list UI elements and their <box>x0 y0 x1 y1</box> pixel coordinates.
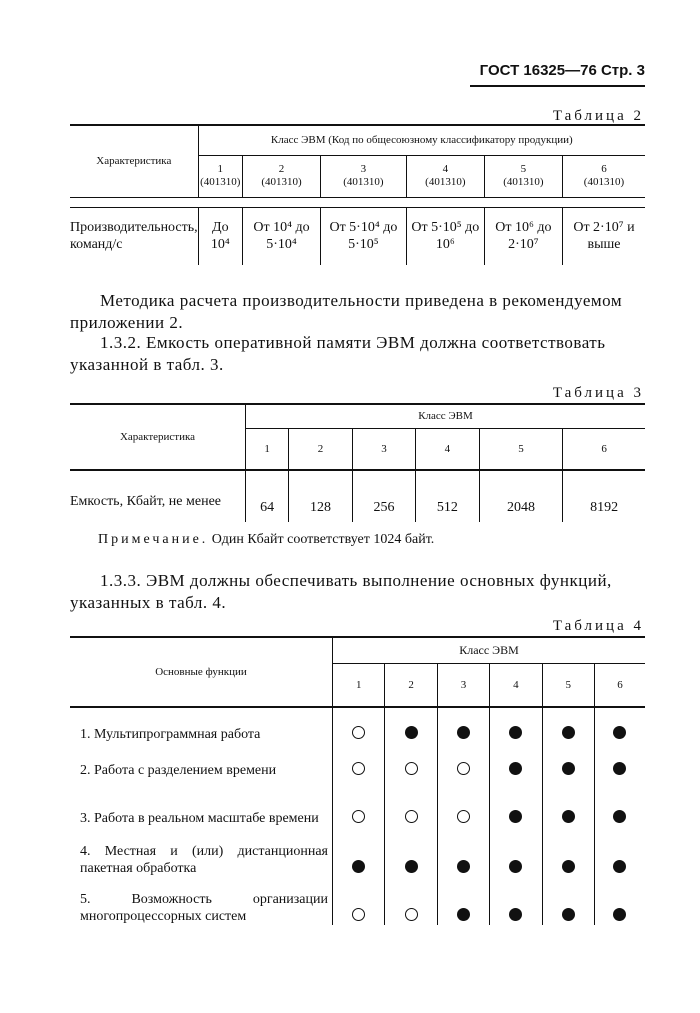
table3-value: 8192 <box>590 499 619 515</box>
table4-row <box>70 781 645 827</box>
table4-mark-cell <box>437 723 489 743</box>
table2-class-col-1 <box>198 155 242 197</box>
empty-circle-icon <box>352 908 365 921</box>
class-code: (401310) <box>583 176 625 188</box>
empty-circle-icon <box>405 762 418 775</box>
table-2 <box>70 124 645 265</box>
table3-value: 128 <box>289 470 352 522</box>
class-number: 4 <box>442 163 449 175</box>
table4-mark-cell <box>333 879 385 925</box>
table4-mark-cell <box>333 829 385 877</box>
filled-circle-icon <box>562 762 575 775</box>
table3-class-col-2: 2 <box>289 428 352 470</box>
function-label: 2. Работа с разделением времени <box>70 745 333 779</box>
table4-row <box>70 879 645 925</box>
table4-class-col-2: 2 <box>385 663 437 707</box>
table3-caption: Таблица 3 <box>552 385 644 401</box>
table2-value: До 10⁴ <box>198 207 242 265</box>
filled-circle-icon <box>613 908 626 921</box>
table2-value: От 5·10⁵ до 10⁶ <box>406 207 484 265</box>
filled-circle-icon <box>457 726 470 739</box>
class-code: (401310) <box>200 176 241 188</box>
empty-circle-icon <box>457 762 470 775</box>
filled-circle-icon <box>352 860 365 873</box>
table3-row-label: Емкость, Кбайт, не менее <box>70 470 246 522</box>
table4-mark-cell <box>385 879 437 925</box>
table4-class-col-6: 6 <box>594 663 645 707</box>
filled-circle-icon <box>457 908 470 921</box>
table2-value: От 10⁴ до 5·10⁴ <box>242 207 320 265</box>
table2-value: От 10⁶ до 2·10⁷ <box>484 207 562 265</box>
table4-mark-cell <box>385 723 437 743</box>
table2-row-label: Производительность, команд/с <box>70 207 198 265</box>
filled-circle-icon <box>613 762 626 775</box>
table3-char-header: Характеристика <box>70 404 246 470</box>
class-code: (401310) <box>261 176 302 188</box>
table4-mark-cell <box>333 781 385 827</box>
filled-circle-icon <box>509 908 522 921</box>
table4-mark-cell <box>490 745 542 779</box>
class-code: (401310) <box>503 176 544 188</box>
table4-mark-cell <box>542 781 594 827</box>
table4-mark-cell <box>385 745 437 779</box>
table4-mark-cell <box>542 723 594 743</box>
table4-mark-cell <box>490 781 542 827</box>
table2-class-col-6 <box>562 155 645 197</box>
table4-row <box>70 745 645 779</box>
note-text: Один Кбайт соответствует 1024 байт. <box>211 532 435 547</box>
filled-circle-icon <box>457 860 470 873</box>
page-header: ГОСТ 16325—76 Стр. 3 <box>470 62 645 87</box>
filled-circle-icon <box>613 726 626 739</box>
table-3 <box>70 403 645 522</box>
table4-mark-cell <box>333 745 385 779</box>
table4-class-col-3: 3 <box>437 663 489 707</box>
table4-mark-cell <box>385 829 437 877</box>
filled-circle-icon <box>562 860 575 873</box>
table4-class-col-1: 1 <box>333 663 385 707</box>
table2-char-header: Характеристика <box>70 125 198 197</box>
table3-class-col-5: 5 <box>479 428 563 470</box>
table4-row <box>70 829 645 877</box>
table3-class-col-4: 4 <box>416 428 479 470</box>
class-code: (401310) <box>425 176 466 188</box>
table4-class-col-4: 4 <box>490 663 542 707</box>
table3-class-col-6: 6 <box>563 428 645 470</box>
table2-class-col-3 <box>321 155 407 197</box>
table-4 <box>70 636 645 925</box>
table4-mark-cell <box>437 829 489 877</box>
filled-circle-icon <box>405 726 418 739</box>
table2-class-col-4 <box>406 155 484 197</box>
table4-mark-cell <box>542 879 594 925</box>
table4-mark-cell <box>385 781 437 827</box>
table2-caption: Таблица 2 <box>552 108 644 124</box>
filled-circle-icon <box>613 860 626 873</box>
filled-circle-icon <box>562 908 575 921</box>
table4-mark-cell <box>594 829 645 877</box>
table3-class-col-3: 3 <box>352 428 415 470</box>
table4-class-col-5: 5 <box>542 663 594 707</box>
table4-class-header: Класс ЭВМ <box>333 637 646 663</box>
table2-class-header: Класс ЭВМ (Код по общесоюзному классификатору продукции) <box>198 125 645 155</box>
table4-func-header: Основные функции <box>70 637 333 707</box>
paragraph-1: Методика расчета производительности приведена в рекомендуемом приложении 2. <box>70 291 623 332</box>
class-number: 6 <box>601 163 607 175</box>
empty-circle-icon <box>352 762 365 775</box>
filled-circle-icon <box>509 762 522 775</box>
note-label: Примечание. <box>98 532 209 547</box>
empty-circle-icon <box>405 908 418 921</box>
table4-mark-cell <box>437 745 489 779</box>
table4-mark-cell <box>490 879 542 925</box>
table2-value: От 5·10⁴ до 5·10⁵ <box>321 207 407 265</box>
class-number: 3 <box>360 163 367 175</box>
function-label: 1. Мультипрограммная работа <box>70 723 333 743</box>
table4-mark-cell <box>333 723 385 743</box>
empty-circle-icon <box>457 810 470 823</box>
empty-circle-icon <box>352 726 365 739</box>
table3-class-header: Класс ЭВМ <box>246 404 646 428</box>
table2-value: От 2·10⁷ и выше <box>573 220 635 253</box>
table2-class-col-2 <box>242 155 320 197</box>
paragraph-2: 1.3.2. Емкость оперативной памяти ЭВМ должна соответствовать указанной в табл. 3. <box>70 333 606 374</box>
table4-mark-cell <box>594 781 645 827</box>
empty-circle-icon <box>352 810 365 823</box>
table4-row <box>70 723 645 743</box>
filled-circle-icon <box>405 860 418 873</box>
filled-circle-icon <box>509 810 522 823</box>
class-number: 5 <box>520 163 527 175</box>
filled-circle-icon <box>562 810 575 823</box>
filled-circle-icon <box>509 860 522 873</box>
table3-class-col-1: 1 <box>246 428 289 470</box>
table3-note <box>98 532 434 548</box>
filled-circle-icon <box>509 726 522 739</box>
table4-mark-cell <box>542 829 594 877</box>
table4-mark-cell <box>594 723 645 743</box>
table4-mark-cell <box>437 781 489 827</box>
function-label: 5. Возможность организации многопроцессорных систем <box>70 879 333 925</box>
table3-value: 64 <box>246 470 289 522</box>
class-number: 1 <box>217 163 224 175</box>
filled-circle-icon <box>613 810 626 823</box>
function-label: 4. Местная и (или) дистанционная пакетная обработка <box>70 829 333 877</box>
class-number: 2 <box>278 163 285 175</box>
table4-mark-cell <box>490 829 542 877</box>
table4-mark-cell <box>594 879 645 925</box>
table4-mark-cell <box>594 745 645 779</box>
table3-value: 256 <box>352 470 415 522</box>
table4-mark-cell <box>490 723 542 743</box>
table3-value: 512 <box>416 470 479 522</box>
function-label: 3. Работа в реальном масштабе времени <box>70 781 333 827</box>
table4-caption: Таблица 4 <box>552 618 644 634</box>
table3-value: 2048 <box>479 470 563 522</box>
filled-circle-icon <box>562 726 575 739</box>
table2-class-col-5 <box>484 155 562 197</box>
table4-mark-cell <box>437 879 489 925</box>
empty-circle-icon <box>405 810 418 823</box>
table4-mark-cell <box>542 745 594 779</box>
paragraph-3: 1.3.3. ЭВМ должны обеспечивать выполнение основных функций, указанных в табл. 4. <box>70 571 612 612</box>
class-code: (401310) <box>343 176 384 188</box>
